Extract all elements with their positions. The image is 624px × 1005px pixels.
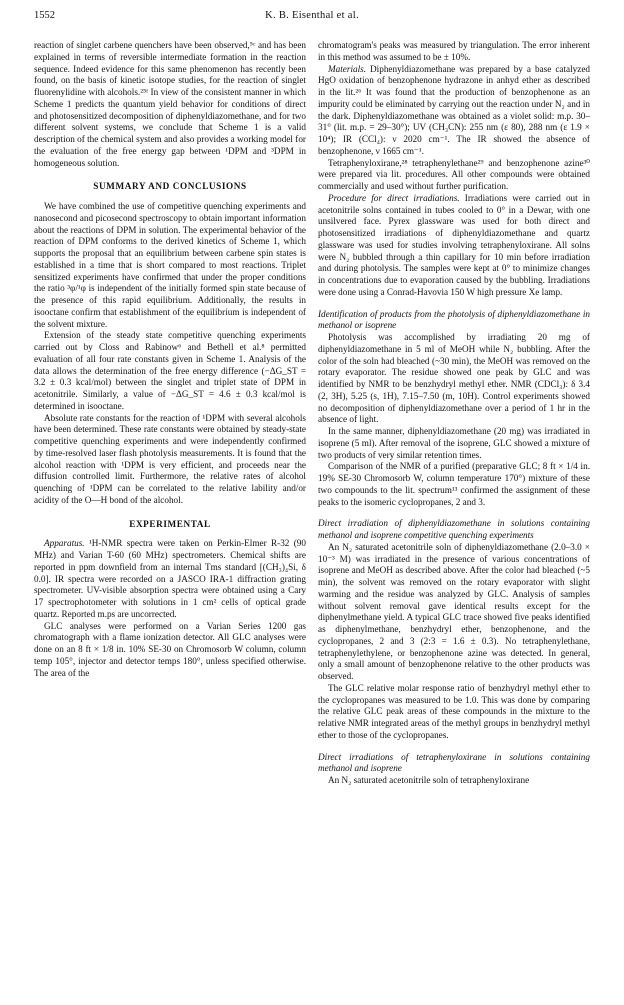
paragraph: We have combined the use of competitive quenching experiments and nanosecond and picosecond spectroscopy to obtain important information about the reactions of DPM in solution. The experimental behavior of the reaction of DPM conforms to the derived kinetics of Scheme 1, which supports the proposal that an equilibrium between carbene spin states is established in a time that is short compared to most reactions. Triplet sensitized experiments have confirmed that under the proper conditions the ratio ³φ/¹φ is independent of the initially formed spin state because of the presence of this rapid equilibrium. Additionally, the results in isooctane confirm that establishment of the equilibrium is independent of the solvent mixture.: [34, 201, 306, 329]
paragraph: Extension of the steady state competitive quenching experiments carried out by Closs and Rabinow⁶ and Bethell et al.⁸ permitted evaluation of all four rate constants given in Scheme 1. Analysis of the data allows the determination of the free energy difference (−ΔG_ST = 3.2 ± 0.3 kcal/mol) between the singlet and triplet state of DPM in acetonitrile. Similarly, a value of −ΔG_ST = 4.6 ± 0.3 kcal/mol is determined in isooctane.: [34, 330, 306, 411]
paragraph: GLC analyses were performed on a Varian Series 1200 gas chromatograph with a flame ionization detector. All GLC analyses were done on an 8 ft × 1/8 in. 10% SE-30 on Chromosorb W column, column temp 105°, injector and detector temps 180°, unless specified otherwise. The area of the: [34, 620, 306, 678]
subsection-heading: Identification of products from the photolysis of diphenyldiazomethane in methanol or isoprene: [318, 308, 590, 331]
run-in-heading: Materials.: [328, 63, 367, 74]
paragraph: An N₂ saturated acetonitrile soln of tetraphenyloxirane: [328, 775, 530, 785]
run-in-heading: Procedure for direct irradiations.: [328, 192, 460, 203]
page-header: [34, 10, 590, 24]
paragraph: reaction of singlet carbene quenchers have been observed,⁵ᶜ and has been explained in terms of reversible intermediate formation in the reaction sequence. Indeed evidence for this same phenomenon has recently been found, on the basis of kinetic isotope studies, for the reaction of singlet fluorenylidine with alcohols.²⁵ᶠ In view of the consistent manner in which Scheme 1 predicts the quantum yield behavior for conditions of direct and photosensitized decomposition of diphenyldiazomethane, and for two different solvent systems, we conclude that Scheme 1 is a valid description of the chemical system and also provides a working model for the evaluation of the free energy gap between ¹DPM and ³DPM in homogeneous solution.: [34, 40, 306, 168]
paragraph: Comparison of the NMR of a purified (preparative GLC; 8 ft × 1/4 in. 19% SE-30 Chromosorb W, column temperature 170°) mixture of these two compounds to the lit. spectrum¹³ confirmed the assignment of these peaks to the isomeric cyclopropanes, 2 and 3.: [318, 461, 590, 507]
subsection-heading: Direct irradiation of diphenyldiazomethane in solutions containing methanol and isoprene competitive quenching experiments: [318, 518, 590, 540]
section-heading-experimental: EXPERIMENTAL: [129, 518, 211, 529]
paragraph-text: ¹H-NMR spectra were taken on Perkin-Elmer R-32 (90 MHz) and Varian T-60 (60 MHz) spectrometers. Chemical shifts are reported in ppm downfield from an internal Tms standard [(CH₃)₄Si, δ 0.0]. IR spectra were recorded on a JASCO IRA-1 diffraction grating spectrometer. UV-visible absorption spectra were obtained using a Cary 17 spectrophotometer with solutions in 1 cm² cells of optical grade quartz. Reported m.ps are uncorrected.: [34, 538, 306, 619]
paragraph: chromatogram's peaks was measured by triangulation. The error inherent in this method was assumed to be ± 10%.: [318, 40, 590, 62]
paragraph: An N₂ saturated acetonitrile soln of diphenyldiazomethane (2.0–3.0 × 10⁻³ M) was irradiated in the presence of various concentrations of isoprene and MeOH as described above. After the color had bleached (~5 min), the solvent was removed on the rotary evaporator with slight warming and the residue was analyzed by GLC. Analysis of samples without solvent removal gave identical results except for the diphenylmethane yield. A typical GLC trace showed five peaks identified as diphenylmethane, benzhydryl ether, benzophenone, and the cyclopropanes, 2 and 3 (2:3 = 1.6 ± 0.3). No tetraphenylethane, tetraphenylethylene, or benzophenone azine was detected. In general, only a small amount of benzophenone relative to the other products was observed.: [318, 541, 590, 681]
page-number: 1552: [34, 10, 55, 21]
paragraph-text: Diphenyldiazomethane was prepared by a base catalyzed HgO oxidation of benzophenone hydrazone in anhyd ether as described in the lit.²⁶ It was found that the production of benzophenone as an impurity could be eliminated by carrying out the reaction under N₂ and in the dark. Diphenyldiazomethane was obtained as a violet solid: m.p. 30–31° (lit. m.p. = 29–30°); UV (CH₃CN): 255 nm (ε 80), 288 nm (ε 1.9 × 10⁴); IR (CCl₄): ν 2020 cm⁻¹. The IR showed the absence of benzophenone, ν 1665 cm⁻¹.: [318, 63, 590, 156]
paragraph: The GLC relative molar response ratio of benzhydryl methyl ether to the cyclopropanes was measured to be 1.0. This was done by comparing the relative GLC peak areas of these compounds in the mixture to the relative NMR integrated areas of the methyl groups in benzhydryl methyl ether to those of the cyclopropanes.: [318, 682, 590, 740]
paragraph-text: Irradiations were carried out in acetonitrile solns contained in tubes cooled to 0° in a Dewar, with one unsilvered face. Pyrex glassware was used for both direct and photosensitized irradiations of diphenyldiazomethane and quartz glassware was used for studies involving tetraphenyloxirane. All solns were N₂ bubbled through a thin capillary for 10 min before irradiation and during photolysis. The samples were kept at 0° to minimize changes in concentrations due to evaporation caused by the bubbling. Irradiations were done using a Conrad-Havovia 150 W high pressure Xe lamp.: [318, 192, 591, 297]
paragraph-procedure: [318, 193, 590, 299]
right-column: [318, 40, 590, 787]
paragraph-materials: [318, 64, 590, 158]
running-head: K. B. Eisenthal et al.: [265, 10, 359, 21]
paragraph: Tetraphenyloxirane,²⁸ tetraphenylethane²⁹ and benzophenone azine³⁰ were prepared via lit. procedures. All other compounds were obtained commercially and used without further purification.: [318, 157, 590, 191]
paragraph: In the same manner, diphenyldiazomethane (20 mg) was irradiated in isoprene (5 ml). After removal of the isoprene, GLC showed a mixture of two products of very similar retention times.: [318, 426, 590, 460]
subsection-heading: Direct irradiations of tetraphenyloxirane in solutions containing methanol and isoprene: [318, 751, 590, 774]
paragraph: Photolysis was accomplished by irradiating 20 mg of diphenyldiazomethane in 5 ml of MeOH while N₂ bubbling. After the color of the soln had bleached (~30 min), the MeOH was removed on the rotary evaporator. The residue showed one peak by GLC and was identified by NMR to be benzhydryl methyl ether. NMR (CDCl₃): δ 3.4 (2, 3H), 5.25 (s, 1H), 7.15–7.50 (m, 10H). Control experiments showed no decomposition of diphenyldiazomethane over a period of 1 hr in the absence of light.: [318, 332, 590, 425]
run-in-heading: Apparatus.: [44, 538, 85, 549]
paragraph: Absolute rate constants for the reaction of ¹DPM with several alcohols have been determined. These rate constants were obtained by steady-state competitive quenching experiments and were independently confirmed by time-resolved laser flash photolysis measurements. It is found that the alcohol reaction with ¹DPM is very efficient, and proceeds near the diffusion controlled limit. Furthermore, the relative rates of alcohol quenching of ¹DPM can be correlated to the relative lability and/or acidity of the O—H bond of the alcohol.: [34, 412, 306, 505]
left-column: [34, 40, 306, 679]
paragraph-apparatus: [34, 538, 306, 620]
section-heading-summary: SUMMARY AND CONCLUSIONS: [93, 181, 247, 192]
